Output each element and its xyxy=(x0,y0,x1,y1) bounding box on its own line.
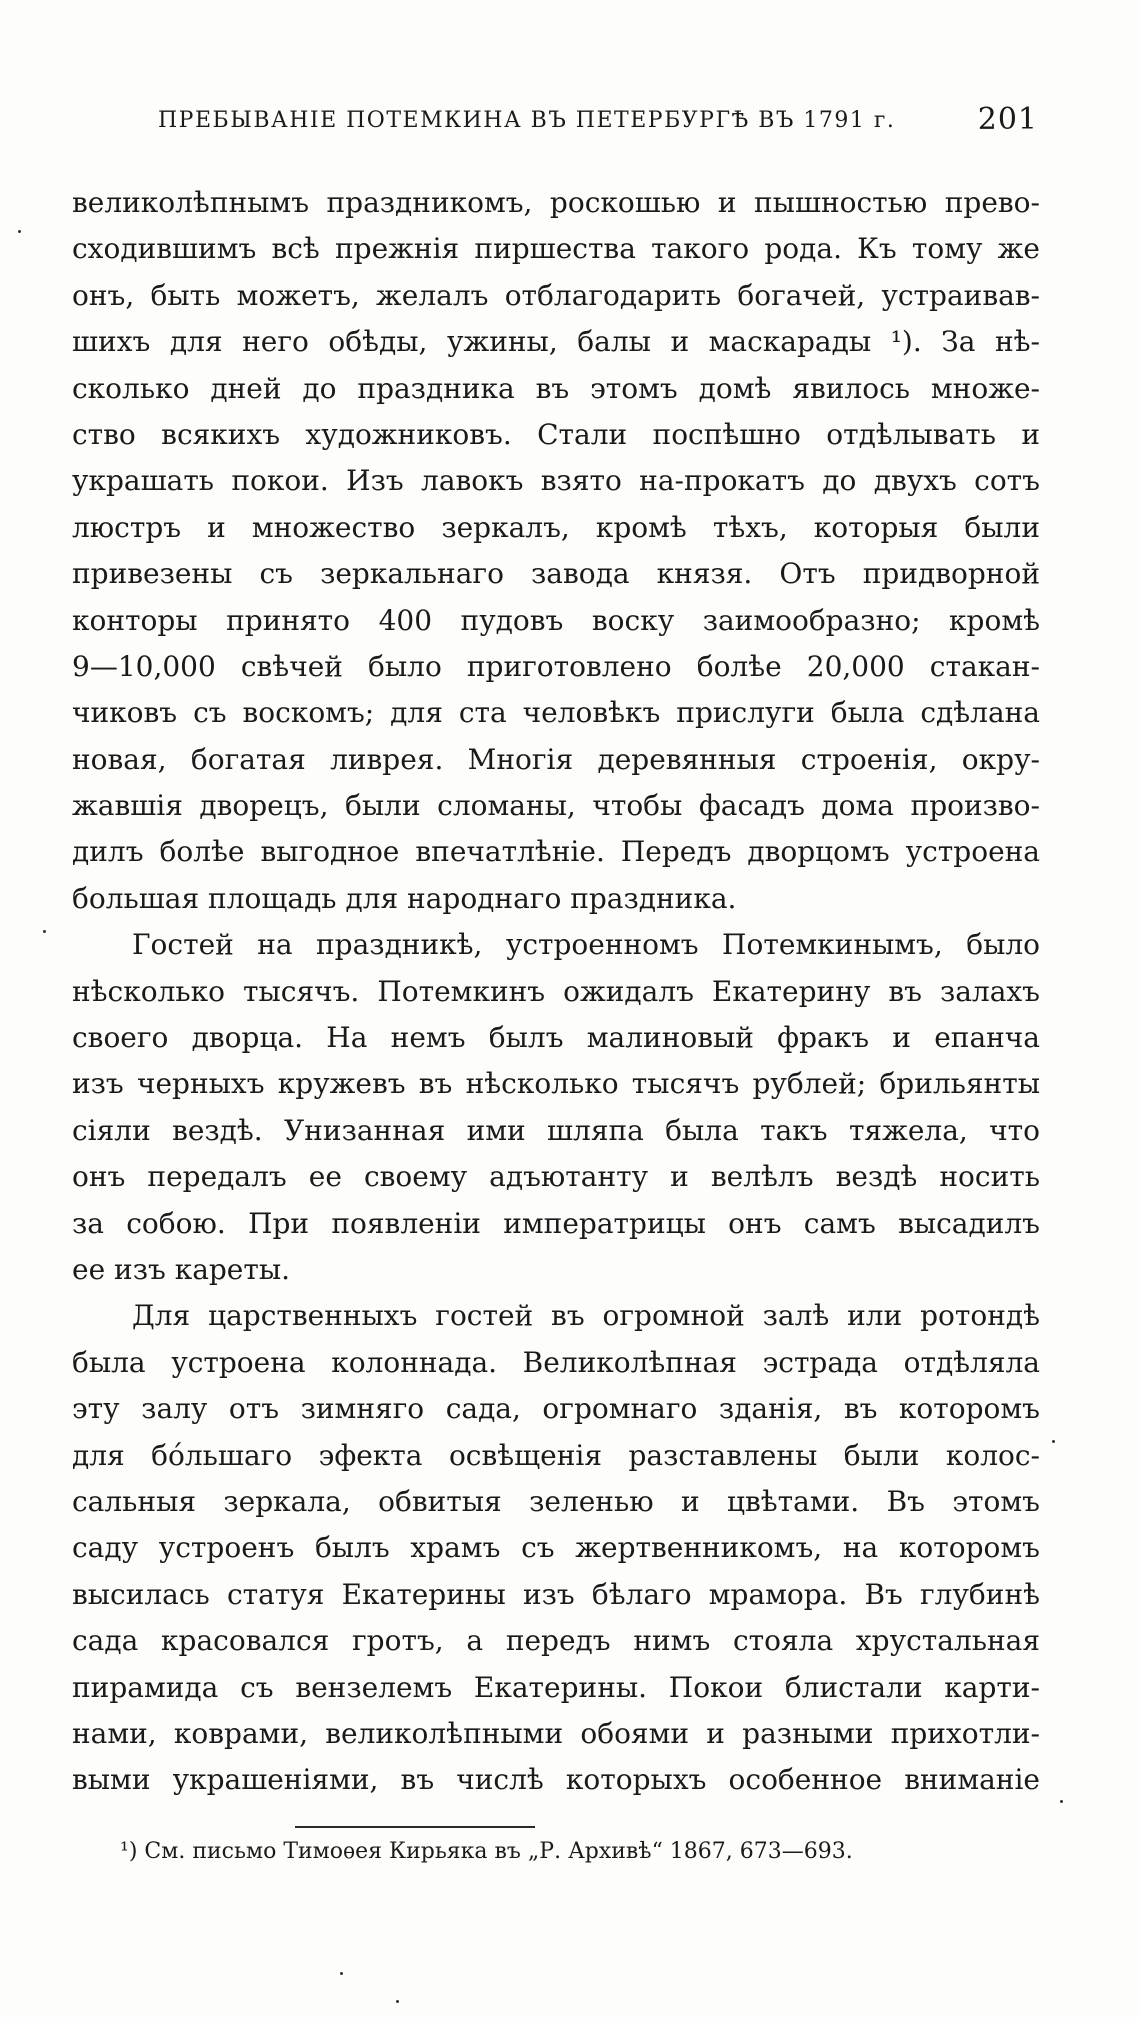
running-head-title: ПРЕБЫВАНІЕ ПОТЕМКИНА ВЪ ПЕТЕРБУРГѢ ВЪ 1791 г. xyxy=(158,108,896,133)
text-line: своего дворца. На немъ былъ малиновый фракъ и епанча xyxy=(72,1021,1040,1055)
text-line: привезены съ зеркальнаго завода князя. Отъ придворной xyxy=(72,557,1040,591)
print-speck xyxy=(18,230,21,233)
text-line: саду устроенъ былъ храмъ съ жертвенникомъ, на которомъ xyxy=(72,1531,1040,1565)
text-line: была устроена колоннада. Великолѣпная эстрада отдѣляла xyxy=(72,1345,1040,1379)
print-speck xyxy=(396,2000,399,2003)
text-line: изъ черныхъ кружевъ въ нѣсколько тысячъ рублей; брильянты xyxy=(72,1067,1040,1101)
text-line: великолѣпнымъ праздникомъ, роскошью и пышностью прево- xyxy=(72,186,1040,219)
footnote-marker: ¹) xyxy=(120,1839,138,1864)
footnote xyxy=(120,1832,1000,1872)
text-line: сколько дней до праздника въ этомъ домѣ явилось множе- xyxy=(72,371,1040,405)
body-text xyxy=(72,180,1040,1804)
print-speck xyxy=(1052,1440,1055,1443)
text-line: нѣсколько тысячъ. Потемкинъ ожидалъ Екатерину въ залахъ xyxy=(72,974,1040,1008)
text-line: сада красовался гротъ, а передъ нимъ стояла хрустальная xyxy=(72,1624,1040,1658)
paragraph-start-line: Гостей на праздникѣ, устроенномъ Потемкинымъ, было xyxy=(132,928,1040,962)
text-line: сходившимъ всѣ прежнія пиршества такого рода. Къ тому же xyxy=(72,232,1040,266)
text-line: сіяли вездѣ. Унизанная ими шляпа была такъ тяжела, что xyxy=(72,1113,1040,1147)
print-speck xyxy=(1060,1800,1063,1803)
text-line: онъ передалъ ее своему адъютанту и велѣлъ вездѣ носить xyxy=(72,1160,1040,1194)
text-line: ство всякихъ художниковъ. Стали поспѣшно отдѣлывать и xyxy=(72,417,1040,451)
text-line: конторы принято 400 пудовъ воску заимообразно; кромѣ xyxy=(72,603,1040,637)
text-line: онъ, быть можетъ, желалъ отблагодарить богачей, устраивав- xyxy=(72,278,1040,312)
text-line: эту залу отъ зимняго сада, огромнаго зданія, въ которомъ xyxy=(72,1392,1040,1426)
text-line: нами, коврами, великолѣпными обоями и разными прихотли- xyxy=(72,1716,1040,1750)
text-line: высилась статуя Екатерины изъ бѣлаго мрамора. Въ глубинѣ xyxy=(72,1577,1040,1611)
text-line: за собою. При появленіи императрицы онъ самъ высадилъ xyxy=(72,1206,1040,1240)
text-line: дилъ болѣе выгодное впечатлѣніе. Передъ дворцомъ устроена xyxy=(72,835,1040,869)
text-line: выми украшеніями, въ числѣ которыхъ особенное вниманіе xyxy=(72,1763,1040,1797)
print-speck xyxy=(43,930,46,933)
text-line: жавшія дворецъ, были сломаны, чтобы фасадъ дома произво- xyxy=(72,789,1040,823)
text-line: сальныя зеркала, обвитыя зеленью и цвѣтами. Въ этомъ xyxy=(72,1484,1040,1518)
paragraph-end-line: большая площадь для народнаго праздника. xyxy=(72,881,737,915)
footnote-text: См. письмо Тимоѳея Кирьяка въ „Р. Архивѣ“ 1867, 673—693. xyxy=(144,1839,853,1864)
text-line: люстръ и множество зеркалъ, кромѣ тѣхъ, которыя были xyxy=(72,510,1040,544)
page-number: 201 xyxy=(977,102,1038,137)
paragraph-start-line: Для царственныхъ гостей въ огромной залѣ или ротондѣ xyxy=(132,1299,1040,1333)
text-line: чиковъ съ воскомъ; для ста человѣкъ прислуги была сдѣлана xyxy=(72,696,1040,730)
text-line: новая, богатая ливрея. Многія деревянныя строенія, окру- xyxy=(72,742,1040,776)
print-speck xyxy=(340,1972,343,1975)
running-head xyxy=(158,102,1038,142)
text-line: 9—10,000 свѣчей было приготовлено болѣе 20,000 стакан- xyxy=(72,649,1040,683)
text-line: для бо́льшаго эфекта освѣщенія разставлены были колос- xyxy=(72,1438,1040,1472)
paragraph-end-line: ее изъ кареты. xyxy=(72,1252,291,1286)
text-line: пирамида съ вензелемъ Екатерины. Покои блистали карти- xyxy=(72,1670,1040,1704)
footnote-divider xyxy=(295,1826,535,1828)
text-line: украшать покои. Изъ лавокъ взято на-прокатъ до двухъ сотъ xyxy=(72,464,1040,498)
text-line: шихъ для него обѣды, ужины, балы и маскарады ¹). За нѣ- xyxy=(72,325,1040,359)
